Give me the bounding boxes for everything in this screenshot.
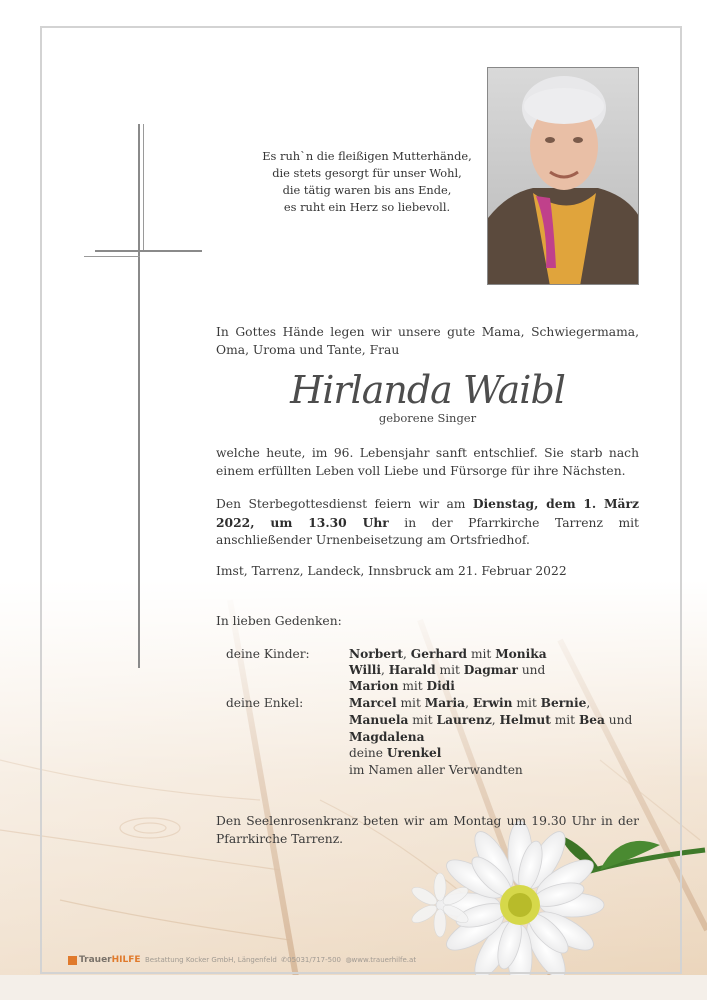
globe-icon: ◍: [345, 956, 352, 964]
intro-text: In Gottes Hände legen wir unsere gute Mama, Schwiegermama, Oma, Uroma und Tante, Frau: [216, 325, 639, 357]
place-date: Imst, Tarrenz, Landeck, Innsbruck am 21. Februar 2022: [216, 564, 567, 578]
family-line: Willi, Harald mit Dagmar und: [349, 663, 546, 677]
brand-a: Trauer: [79, 955, 112, 965]
family-line: Magdalena: [349, 730, 425, 744]
trauerhilfe-logo-icon: [68, 956, 77, 965]
grandchildren-label: deine Enkel:: [226, 696, 304, 710]
brand-b: HILFE: [111, 955, 141, 965]
service-text: [216, 495, 639, 550]
footer: [68, 955, 416, 965]
family-line: deine Urenkel: [349, 746, 442, 760]
poem-line: es ruht ein Herz so liebevoll.: [283, 200, 451, 214]
poem-line: die tätig waren bis ans Ende,: [282, 183, 452, 197]
relatives-line: im Namen aller Verwandten: [349, 763, 523, 777]
rosary-text: Den Seelenrosenkranz beten wir am Montag um 19.30 Uhr in der Pfarrkirche Tarrenz.: [216, 814, 639, 846]
portrait-image: [488, 68, 639, 285]
bottom-strip: [0, 975, 707, 1000]
family-line: Marion mit Didi: [349, 679, 455, 693]
footer-company: Bestattung Kocker GmbH, Längenfeld: [145, 956, 277, 964]
cross-icon: [138, 124, 140, 668]
service-post: in der Pfarrkirche Tarrenz mit anschließender Urnenbeisetzung am Ortsfriedhof.: [216, 515, 640, 547]
service-date: Dienstag, dem 1. März 2022, um 13.30 Uhr: [216, 496, 639, 530]
service-pre: Den Sterbegottesdienst feiern wir am: [216, 497, 473, 511]
family-line: Manuela mit Laurenz, Helmut mit Bea und: [349, 713, 633, 727]
death-text: welche heute, im 96. Lebensjahr sanft entschlief. Sie starb nach einem erfüllten Leben voll Liebe und Fürsorge für ihre Nächsten.: [216, 446, 639, 478]
cross-icon-accent: [143, 124, 144, 250]
family-line: Marcel mit Maria, Erwin mit Bernie,: [349, 696, 591, 710]
children-label: deine Kinder:: [226, 647, 310, 661]
deceased-name: Hirlanda Waibl: [290, 368, 565, 412]
cross-bar-accent: [84, 256, 140, 257]
poem-line: die stets gesorgt für unser Wohl,: [272, 166, 462, 180]
footer-web[interactable]: www.trauerhilfe.at: [351, 956, 417, 964]
portrait-photo: [487, 67, 639, 285]
phone-icon: ✆: [281, 956, 288, 964]
poem-line: Es ruh`n die fleißigen Mutterhände,: [262, 149, 472, 163]
cross-bar: [95, 250, 202, 252]
family-line: Norbert, Gerhard mit Monika: [349, 647, 547, 661]
poem: [262, 148, 472, 216]
footer-phone: 05031/717-500: [287, 956, 341, 964]
maiden-name: geborene Singer: [378, 411, 477, 425]
memory-heading: In lieben Gedenken:: [216, 614, 342, 628]
